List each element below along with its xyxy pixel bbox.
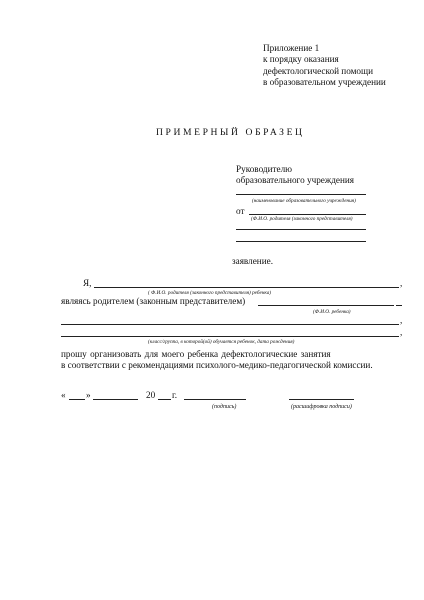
child-name-field-tail — [396, 305, 402, 306]
parent-name-field[interactable] — [249, 214, 366, 215]
line-comma: , — [400, 327, 403, 337]
being-parent-text: являясь родителем (законным представителем) — [61, 296, 246, 306]
year-field[interactable] — [158, 399, 171, 400]
signature-field[interactable] — [184, 399, 246, 400]
statement-word: заявление. — [232, 256, 274, 266]
decoding-caption: (расшифровка подписи) — [291, 404, 352, 410]
request-line-2: в соответствии с рекомендациями психолого-медико-педагогической комиссии. — [61, 360, 373, 370]
class-field-2[interactable] — [61, 336, 399, 337]
appendix-line: к порядку оказания — [263, 54, 339, 65]
institution-caption: (наименование образовательного учреждения) — [252, 198, 356, 204]
decoding-field[interactable] — [289, 399, 354, 400]
institution-field[interactable] — [236, 194, 366, 195]
appendix-line: дефектологической помощи — [263, 65, 374, 76]
appendix-line: в образовательном учреждении — [263, 77, 386, 88]
i-label: Я, — [83, 278, 92, 288]
line-end-comma: , — [400, 278, 403, 288]
document-title: ПРИМЕРНЫЙ ОБРАЗЕЦ — [156, 127, 305, 138]
applicant-name-field[interactable] — [94, 287, 399, 288]
child-caption: (Ф.И.О. ребенка) — [313, 309, 351, 315]
line-comma: , — [400, 315, 403, 325]
appendix-line: Приложение 1 — [263, 43, 320, 53]
address-field-2[interactable] — [236, 241, 366, 242]
appendix-note — [263, 43, 386, 89]
child-name-field[interactable] — [258, 305, 394, 306]
parent-child-caption: ( Ф.И.О. родителя (законного представителя) ребенка) — [148, 290, 272, 296]
date-open-quote: « — [61, 390, 66, 400]
addressee-line-2: образовательного учреждения — [236, 175, 355, 185]
year-suffix: г. — [172, 390, 178, 400]
request-line-1: прошу организовать для моего ребенка дефектологические занятия — [61, 349, 331, 359]
day-field[interactable] — [69, 399, 85, 400]
month-field[interactable] — [93, 399, 138, 400]
class-caption: (класс/группа, в которой(ой) обучается ребенок, дата рождения) — [148, 339, 295, 345]
address-field-1[interactable] — [236, 229, 366, 230]
from-label: от — [236, 206, 245, 216]
addressee-line-1: Руководителю — [236, 164, 293, 174]
signature-caption: (подпись) — [212, 404, 237, 410]
parent-caption: (Ф.И.О. родителя (законного представителя) — [251, 216, 353, 222]
date-close-quote: » — [86, 390, 91, 400]
class-field-1[interactable] — [61, 324, 399, 325]
year-prefix: 20 — [146, 390, 156, 400]
